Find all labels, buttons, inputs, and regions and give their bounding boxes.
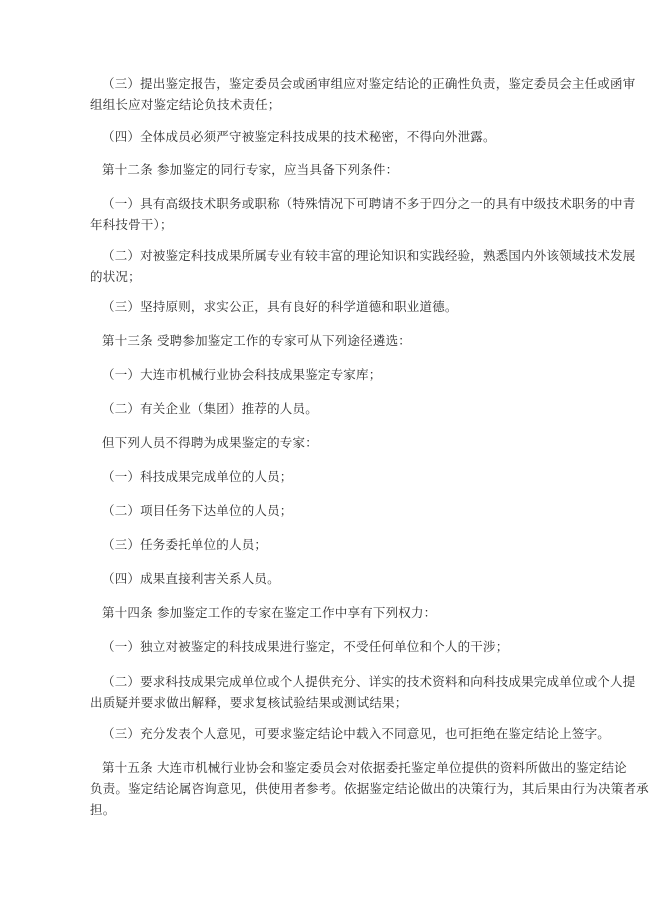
- text-line: 第十二条 参加鉴定的同行专家，应当具备下列条件：: [102, 162, 399, 177]
- paragraph-8: [90, 364, 630, 385]
- article-13-heading: [90, 330, 630, 351]
- article-12-heading: [90, 159, 630, 180]
- text-line: 第十四条 参加鉴定工作的专家在鉴定工作中享有下列权力：: [102, 605, 437, 620]
- text-line: （三）充分发表个人意见，可要求鉴定结论中载入不同意见，也可拒绝在鉴定结论上签字。: [102, 726, 611, 741]
- paragraph-17: [90, 671, 636, 713]
- paragraph-16: [90, 636, 630, 657]
- paragraph-9: [90, 398, 630, 419]
- text-line: （二）项目任务下达单位的人员；: [102, 503, 293, 518]
- text-line: （一）独立对被鉴定的科技成果进行鉴定，不受任何单位和个人的干涉；: [102, 639, 509, 654]
- text-line: （三）提出鉴定报告，鉴定委员会或函审组应对鉴定结论的正确性负责，鉴定委员会主任或函审: [102, 76, 636, 91]
- text-line: （三）任务委托单位的人员；: [102, 537, 268, 552]
- text-line: 第十五条 大连市机械行业协会和鉴定委员会对依据委托鉴定单位提供的资料所做出的鉴定结论: [102, 760, 627, 775]
- text-line: （一）大连市机械行业协会科技成果鉴定专家库；: [102, 367, 382, 382]
- text-line: 担。: [90, 802, 116, 817]
- paragraph-11: [90, 466, 630, 487]
- text-line: （一）具有高级技术职务或职称（特殊情况下可聘请不多于四分之一的具有中级技术职务的中青: [102, 196, 636, 211]
- text-line: （三）坚持原则，求实公正，具有良好的科学道德和职业道德。: [102, 299, 458, 314]
- article-14-heading: [90, 602, 630, 623]
- paragraph-10: [90, 432, 630, 453]
- paragraph-5: [90, 245, 636, 287]
- text-line: 但下列人员不得聘为成果鉴定的专家：: [102, 435, 318, 450]
- text-line: 第十三条 受聘参加鉴定工作的专家可从下列途径遴选：: [102, 333, 411, 348]
- paragraph-18: [90, 723, 630, 744]
- text-line: 的状况；: [90, 269, 141, 284]
- text-line: 组组长应对鉴定结论负技术责任；: [90, 97, 281, 112]
- text-line: （二）有关企业（集团）推荐的人员。: [102, 401, 318, 416]
- article-15: [90, 757, 649, 820]
- text-line: （四）全体成员必须严守被鉴定科技成果的技术秘密，不得向外泄露。: [102, 129, 496, 144]
- paragraph-4: [90, 193, 636, 235]
- paragraph-1: [90, 73, 636, 115]
- paragraph-13: [90, 534, 630, 555]
- text-line: （四）成果直接利害关系人员。: [102, 571, 280, 586]
- text-line: （一）科技成果完成单位的人员；: [102, 469, 293, 484]
- text-line: （二）要求科技成果完成单位或个人提供充分、详实的技术资料和向科技成果完成单位或个人提: [102, 674, 636, 689]
- text-line: （二）对被鉴定科技成果所属专业有较丰富的理论知识和实践经验，熟悉国内外该领域技术发展: [102, 248, 636, 263]
- text-line: 出质疑并要求做出解释，要求复核试验结果或测试结果；: [90, 695, 408, 710]
- text-line: 负责。鉴定结论属咨询意见，供使用者参考。依据鉴定结论做出的决策行为，其后果由行为决策者承: [90, 781, 649, 796]
- paragraph-2: [90, 126, 630, 147]
- text-line: 年科技骨干）；: [90, 217, 173, 232]
- paragraph-6: [90, 296, 630, 317]
- paragraph-14: [90, 568, 630, 589]
- paragraph-12: [90, 500, 630, 521]
